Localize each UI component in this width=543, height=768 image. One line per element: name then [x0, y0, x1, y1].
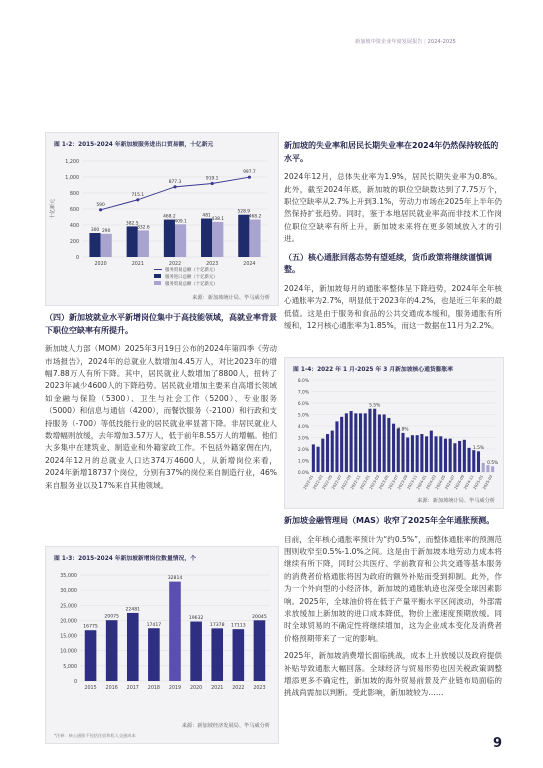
paragraph: 2024年，新加坡每月的通胀率整体呈下降趋势，2024年全年核心通胀率为2.7%，明显低于2023年的4.2%，也是近三年来的最低值。这是由于服务和食品的公共交通成本缓和，服务通胀有所缓和，12月核心通胀率为1.85%，而这一数据在11月为2.2%。	[284, 283, 502, 331]
y-tick-label: 6.0%	[297, 401, 309, 407]
x-tick-label: 2023-11	[405, 474, 419, 491]
bar	[350, 411, 353, 472]
x-tick-label: 2022-11	[349, 474, 362, 491]
bar	[439, 436, 442, 472]
data-label: 468.2	[248, 214, 262, 220]
data-label: 19632	[188, 616, 204, 622]
x-tick-label: 2023-03	[368, 474, 381, 491]
x-tick-label: 2021	[211, 686, 224, 691]
bar	[383, 415, 386, 473]
figure-core-inflation	[284, 357, 504, 509]
y-tick-label: 0.0%	[297, 470, 309, 476]
data-label: 481	[202, 213, 211, 219]
bar	[477, 451, 480, 472]
data-label: 300	[90, 228, 100, 233]
bar	[190, 622, 202, 681]
data-label: 17417	[146, 622, 162, 628]
bar	[238, 215, 249, 257]
x-tick-label: 2024-01	[415, 474, 428, 491]
y-tick-label: 15,000	[60, 634, 77, 640]
left-column	[45, 312, 277, 497]
bar	[486, 465, 489, 472]
x-tick-label: 2024-03	[424, 474, 437, 491]
y-tick-label: 2.0%	[297, 447, 309, 453]
figure-note: *注释：核心通胀不包括住宿和私人交通成本	[54, 733, 136, 738]
bar	[449, 439, 452, 472]
bar	[472, 450, 475, 472]
x-tick-label: 2020	[190, 686, 203, 691]
bar	[401, 433, 404, 472]
y-tick-label: 5,000	[63, 664, 77, 670]
x-tick-label: 2021	[131, 262, 144, 267]
data-label: 22481	[125, 607, 141, 613]
bar	[175, 224, 186, 257]
x-tick-label: 2020	[94, 262, 107, 267]
bar	[463, 440, 466, 472]
data-label: 382.5	[125, 221, 139, 227]
y-axis-label: 十亿新元	[50, 198, 56, 220]
data-label: 32814	[167, 576, 183, 582]
data-label: 468.2	[163, 214, 176, 220]
x-tick-label: 2023-05	[377, 474, 390, 491]
bar	[368, 409, 371, 472]
paragraph: 目前，全年核心通胀率预计为“约0.5%”，而整体通胀率的预测范围则收窄至0.5%-1.0%之间。这是由于新加坡本地劳动力成本将继续有所下降，同时公共医疗、学前教育和公共交通等基本服务的消费者价格通胀将因为政府的额外补贴而受到抑制。此外，作为一个外向型的小经济体，新加坡的通胀轨迹也深受全球因素影响。2025年，全球油价将在低于产量平衡水平区间波动，外部需求放缓加上新加坡的进口成本降低，物价上涨速度预期放缓。同时全球贸易的不确定性将继续增加，这为企业成本变化及消费者价格预期带来了一定的影响。	[284, 534, 502, 643]
figure-source: 来源：新加坡统计局、毕马威分析	[192, 295, 270, 301]
page-number: 9	[493, 736, 503, 751]
bar	[249, 220, 260, 257]
data-label: 919.1	[205, 176, 219, 182]
data-label: 290	[101, 228, 111, 234]
bar	[106, 620, 118, 681]
data-label: 1.5%	[472, 445, 485, 451]
header-title: 新加坡中资企业年度发展报告	[355, 39, 423, 45]
y-tick-label: 400	[69, 224, 79, 229]
x-tick-label: 2022-09	[339, 474, 352, 491]
x-tick-label: 2022-05	[320, 474, 334, 491]
x-tick-label: 2023-07	[386, 474, 400, 491]
x-tick-label: 2022	[168, 262, 182, 267]
bar	[434, 436, 437, 472]
section-heading: 新加坡金融管理局（MAS）收窄了2025年全年通胀预测。	[284, 516, 495, 525]
data-label: 0.5%	[487, 460, 499, 466]
bar	[416, 435, 419, 472]
data-label: 715.1	[131, 192, 145, 198]
x-tick-label: 2025-01	[471, 474, 485, 491]
bar	[468, 448, 471, 472]
data-label: 20045	[252, 614, 267, 620]
figure-title: 图 1-3：2015-2024 年新加坡新增岗位数量情况，个	[54, 556, 196, 562]
y-tick-label: 35,000	[60, 574, 77, 579]
y-tick-label: 30,000	[60, 589, 77, 595]
bar	[211, 628, 223, 681]
bar	[101, 234, 112, 257]
figure-services-trade	[45, 132, 279, 306]
services-trade-chart	[46, 151, 278, 301]
data-label: 332.6	[137, 225, 150, 231]
bar	[364, 413, 367, 472]
header-year: 2024-2025	[427, 39, 456, 45]
bar	[387, 418, 390, 472]
bar	[406, 438, 409, 473]
legend-swatch	[154, 281, 161, 285]
bar	[340, 417, 343, 472]
data-label: 17113	[231, 623, 246, 629]
x-tick-label: 2015	[84, 686, 97, 691]
x-tick-label: 2024	[243, 262, 256, 267]
y-tick-label: 4.0%	[297, 424, 309, 430]
bar	[331, 431, 334, 472]
legend-swatch	[154, 274, 161, 278]
x-tick-label: 2023-01	[358, 474, 371, 491]
bar	[345, 413, 348, 472]
right-column-bottom	[284, 515, 502, 705]
bar	[254, 620, 266, 681]
x-tick-label: 2022-03	[311, 474, 324, 491]
y-tick-label: 0	[73, 680, 77, 685]
bar	[430, 431, 433, 472]
line-point	[99, 208, 102, 211]
bar	[354, 413, 357, 472]
x-tick-label: 2023	[206, 262, 219, 267]
x-tick-label: 2023-09	[396, 474, 409, 491]
x-tick-label: 2017	[126, 686, 139, 691]
bar	[164, 220, 175, 257]
figure-title: 图 1-4：2022 年 1 月-2025 年 3 月新加坡核心通货膨胀率	[293, 367, 454, 373]
data-label: 877.3	[168, 179, 182, 185]
header-separator: |	[424, 39, 428, 45]
data-label: 997.7	[243, 170, 256, 176]
bar	[359, 413, 362, 472]
bar	[127, 226, 138, 257]
bar	[411, 435, 414, 472]
bar	[326, 434, 329, 472]
paragraph: 2024年12月，总体失业率为1.9%，居民长期失业率为0.8%。此外，截至2024年底，新加坡的职位空缺数达到了7.75万个，职位空缺率从2.7%上升到3.1%，劳动力市场在2025年上半年仍然保持扩张趋势。同时，鉴于本地居民就业率高而非技术工作岗位职位空缺率有所上升，新加坡未来将在更多领域放入才的引进。	[284, 172, 502, 244]
new-jobs-chart	[46, 563, 278, 723]
bar	[212, 222, 223, 257]
paragraph: 新加坡人力部（MOM）2025年3月19日公布的2024年第四季《劳动市场报告》，2024年的总就业人数增加4.45万人，对比2023年的增幅7.88万人有所下降。其中，居民就业人数增加了8800人，扭转了2023年减少4600人的下降趋势。居民就业增加主要来自高增长领域如金融与保险（5300）、卫生与社会工作（5200）、专业服务（5000）和信息与通信（4200），而餐饮服务（-2100）和行政和支持服务（-700）等低技能行业的居民就业率显著下降。非居民就业人数增幅则放缓，去年增加3.57万人，低于前年8.55万人的增幅。他们大多集中在建筑业、制造业和外籍家政工作。不包括外籍家佣在内，2024年12月的总就业人口达374万4600人，从新增岗位来看，2024年新增18737个岗位，分别有37%的岗位来自制造行业，46%来自服务业以及17%来自其他领域。	[45, 344, 277, 490]
section-heading: （四）新加坡就业水平新增岗位集中于高技能领域，高就业率背景下职位空缺率有所提升。	[45, 313, 277, 335]
figure-title: 图 1-2：2015-2024 年新加坡服务进出口贸易额，十亿新元	[54, 142, 214, 148]
bar	[233, 629, 245, 681]
y-tick-label: 1,000	[65, 176, 79, 181]
y-tick-label: 600	[69, 208, 79, 213]
data-label: 409.1	[174, 219, 187, 225]
x-tick-label: 2025-03	[481, 474, 494, 491]
bar	[201, 219, 212, 257]
bar	[482, 463, 485, 472]
data-label: 438.1	[211, 216, 225, 222]
x-tick-label: 2022-01	[301, 474, 315, 491]
bar	[148, 628, 160, 681]
data-label: 5.5%	[369, 403, 381, 409]
bar	[138, 230, 149, 257]
bar	[169, 582, 181, 681]
y-tick-label: 8.0%	[297, 378, 309, 384]
bar	[85, 630, 97, 681]
x-tick-label: 2019	[168, 686, 182, 691]
bar	[335, 421, 338, 472]
y-tick-label: 200	[69, 240, 79, 245]
y-tick-label: 7.0%	[297, 390, 309, 396]
paragraph: 2025年，新加坡消费增长面临挑战，成本上升放缓以及政府提供补贴导致通胀大幅回落。全球经济与贸易形势也因关税政策调整增添更多不确定性，新加坡的海外贸易前景及产业链布局面临的挑战尚需加以判断。受此影响，新加坡较为……	[284, 651, 502, 698]
y-tick-label: 10,000	[60, 649, 77, 655]
x-tick-label: 2024-05	[434, 474, 447, 491]
y-tick-label: 25,000	[60, 604, 77, 610]
x-tick-label: 2024-11	[462, 474, 475, 491]
bar	[458, 441, 461, 472]
legend-label: 服务贸易总额（十亿新元）	[165, 268, 218, 273]
bar	[317, 447, 320, 472]
bar	[491, 466, 494, 472]
figure-source: 来源：新加坡经济发展局、毕马威分析	[181, 723, 270, 729]
y-tick-label: 20,000	[60, 619, 77, 625]
y-tick-label: 1,200	[65, 160, 79, 165]
y-tick-label: 800	[69, 192, 79, 197]
x-tick-label: 2024-09	[452, 474, 466, 491]
bar	[89, 233, 100, 257]
right-column-top	[284, 140, 502, 337]
y-tick-label: 0	[75, 256, 79, 261]
y-tick-label: 3.0%	[297, 436, 309, 442]
x-tick-label: 2022	[232, 686, 245, 691]
data-label: 3.8%	[397, 427, 409, 433]
data-label: 17378	[209, 622, 225, 628]
bar	[373, 409, 376, 472]
legend-label: 服务进口总额（十亿新元）	[165, 275, 218, 280]
line-point	[211, 182, 214, 185]
x-tick-label: 2022-07	[330, 474, 343, 491]
x-tick-label: 2024-07	[443, 474, 456, 491]
data-label: 590	[96, 202, 105, 208]
line-point	[136, 198, 139, 201]
x-tick-label: 2016	[105, 686, 118, 691]
bar	[378, 415, 381, 473]
bar	[127, 613, 139, 681]
bar	[392, 424, 395, 472]
figure-new-jobs	[45, 546, 279, 744]
x-tick-label: 2018	[147, 686, 160, 691]
y-tick-label: 5.0%	[297, 413, 309, 419]
x-tick-label: 2023	[253, 686, 266, 691]
y-tick-label: 1.0%	[297, 459, 309, 465]
bar	[312, 444, 315, 472]
data-label: 528.9	[237, 209, 251, 215]
bar	[397, 428, 400, 472]
bar	[444, 439, 447, 472]
bar	[453, 443, 456, 472]
bar	[321, 439, 324, 472]
bar	[425, 436, 428, 472]
line-point	[173, 185, 176, 188]
section-heading: 新加坡的失业率和居民长期失业率在2024年仍然保持较低的水平。	[284, 141, 499, 163]
section-heading: （五）核心通胀回落态势有望延续，货币政策将继续谨慎调整。	[284, 252, 492, 275]
data-label: 16775	[83, 624, 98, 630]
legend-label: 服务贸易总额（十亿新元）	[165, 282, 218, 287]
bar	[420, 434, 423, 472]
figure-source: 来源：新加坡统计局、毕马威分析	[417, 498, 495, 504]
data-label: 20075	[104, 614, 119, 620]
core-inflation-chart	[285, 372, 503, 502]
running-header	[355, 36, 505, 48]
line-point	[248, 176, 251, 179]
